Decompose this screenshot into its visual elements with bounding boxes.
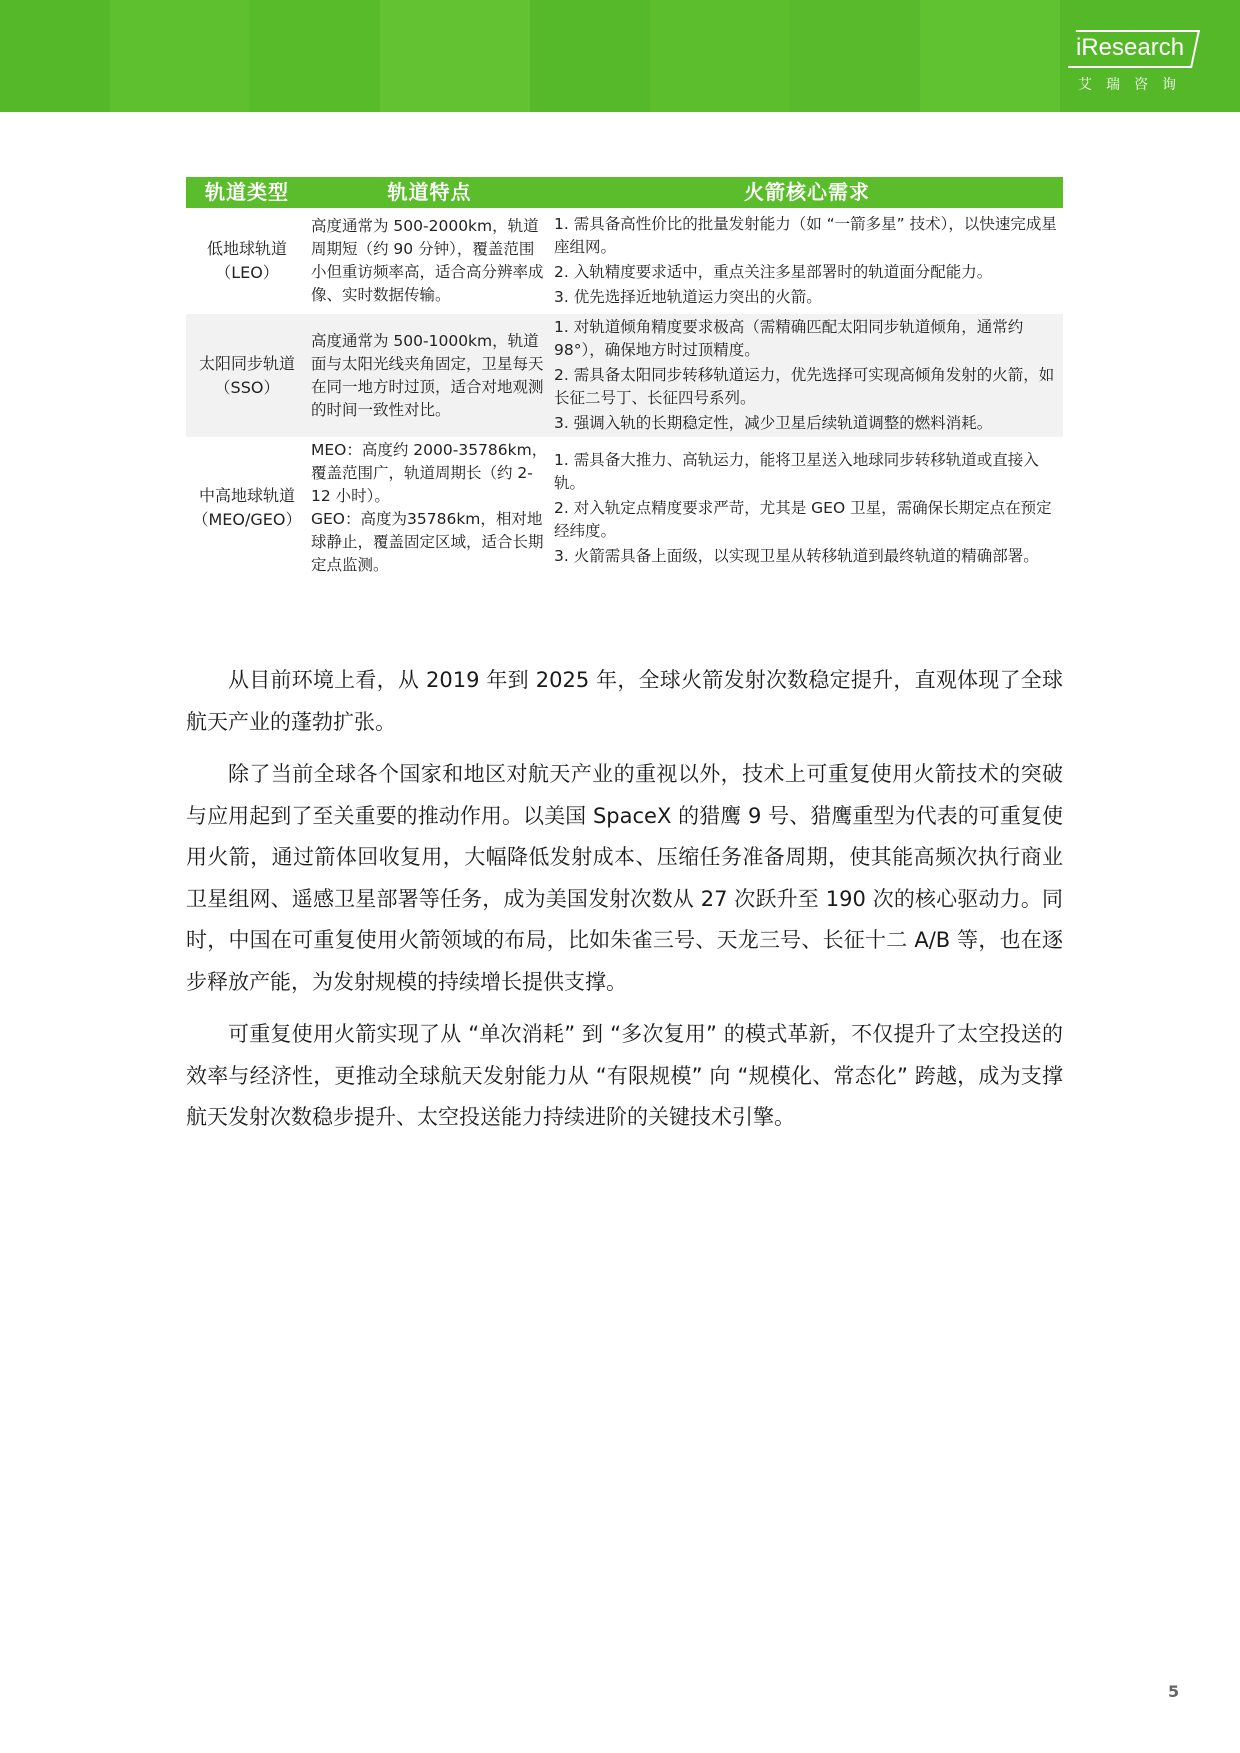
orbit-type-cell xyxy=(186,208,308,314)
header-panel xyxy=(530,0,650,112)
column-header-orbit-type: 轨道类型 xyxy=(186,177,308,208)
body-text xyxy=(186,660,1063,1150)
logo-text: iResearch xyxy=(1076,34,1185,61)
orbit-feature-line: GEO：高度为35786km，相对地球静止，覆盖固定区域，适合长期定点监测。 xyxy=(311,510,544,574)
header-panel xyxy=(790,0,920,112)
orbit-requirements-table xyxy=(186,177,1063,579)
requirement-item: 3. 优先选择近地轨道运力突出的火箭。 xyxy=(554,288,822,306)
orbit-type-name: 太阳同步轨道 xyxy=(198,353,295,373)
orbit-type-cell xyxy=(186,314,308,437)
table-header-row xyxy=(186,177,1063,208)
requirement-item: 1. 需具备大推力、高轨运力，能将卫星送入地球同步转移轨道或直接入轨。 xyxy=(554,450,1039,492)
page-header xyxy=(0,0,1240,112)
orbit-type-cell xyxy=(186,437,308,579)
requirement-item: 1. 对轨道倾角精度要求极高（需精确匹配太阳同步轨道倾角，通常约 98°），确保地方时过顶精度。 xyxy=(554,318,1024,359)
column-header-orbit-features: 轨道特点 xyxy=(308,177,551,208)
orbit-type-name: 低地球轨道 xyxy=(206,239,287,258)
rocket-requirements-cell xyxy=(551,208,1063,314)
paragraph: 除了当前全球各个国家和地区对航天产业的重视以外，技术上可重复使用火箭技术的突破与应用起到了至关重要的推动作用。以美国 SpaceX 的猎鹰 9 号、猎鹰重型为代表的可重复使用火箭，通过箭体回收复用，大幅降低发射成本、压缩任务准备周期，使其能高频次执行商业卫星组网、遥感卫星部署等任务，成为美国发射次数从 27 次跃升至 190 次的核心驱动力。同时，中国在可重复使用火箭领域的布局，比如朱雀三号、天龙三号、长征十二 A/B 等，也在逐步释放产能，为发射规模的持续增长提供支撑。 xyxy=(186,762,1063,994)
orbit-type-abbr: （LEO） xyxy=(215,263,279,282)
requirement-item: 3. 火箭需具备上面级，以实现卫星从转移轨道到最终轨道的精确部署。 xyxy=(554,546,1039,565)
column-header-rocket-requirements: 火箭核心需求 xyxy=(551,177,1063,208)
orbit-features-cell: 高度通常为 500-1000km，轨道面与太阳光线夹角固定，卫星每天在同一地方时过顶，适合对地观测的时间一致性对比。 xyxy=(308,314,551,437)
header-panel xyxy=(920,0,1060,112)
orbit-features-cell xyxy=(308,437,551,579)
header-panel xyxy=(380,0,530,112)
header-panel xyxy=(0,0,110,112)
table-row xyxy=(186,437,1063,579)
logo-subtitle: 艾瑞咨询 xyxy=(1078,77,1190,93)
requirement-item: 1. 需具备高性价比的批量发射能力（如 “一箭多星” 技术），以快速完成星座组网。 xyxy=(554,215,1057,256)
page-number: 5 xyxy=(1168,1682,1180,1701)
rocket-requirements-cell xyxy=(551,314,1063,437)
requirement-item: 2. 对入轨定点精度要求严苛，尤其是 GEO 卫星，需确保长期定点在预定经纬度。 xyxy=(554,498,1052,540)
requirement-item: 2. 需具备太阳同步转移轨道运力，优先选择可实现高倾角发射的火箭，如长征二号丁、长征四号系列。 xyxy=(554,366,1055,407)
orbit-features-cell: 高度通常为 500-2000km，轨道周期短（约 90 分钟），覆盖范围小但重访频率高，适合高分辨率成像、实时数据传输。 xyxy=(311,217,544,304)
requirement-item: 2. 入轨精度要求适中，重点关注多星部署时的轨道面分配能力。 xyxy=(554,263,993,281)
orbit-type-abbr: （SSO） xyxy=(214,377,280,397)
orbit-feature-line: MEO：高度约 2000-35786km，覆盖范围广，轨道周期长（约 2-12 小时）。 xyxy=(311,441,548,505)
iresearch-logo xyxy=(1072,30,1202,94)
header-panel xyxy=(250,0,380,112)
header-panel xyxy=(650,0,790,112)
paragraph: 可重复使用火箭实现了从 “单次消耗” 到 “多次复用” 的模式革新，不仅提升了太空投送的效率与经济性，更推动全球航天发射能力从 “有限规模” 向 “规模化、常态化” 跨越，成为支撑航天发射次数稳步提升、太空投送能力持续进阶的关键技术引擎。 xyxy=(186,1022,1063,1129)
orbit-type-name: 中高地球轨道 xyxy=(198,486,295,505)
paragraph: 从目前环境上看，从 2019 年到 2025 年，全球火箭发射次数稳定提升，直观体现了全球航天产业的蓬勃扩张。 xyxy=(186,668,1063,734)
header-panel xyxy=(110,0,250,112)
table-row xyxy=(186,314,1063,437)
table-row xyxy=(186,208,1063,314)
rocket-requirements-cell xyxy=(551,437,1063,579)
requirement-item: 3. 强调入轨的长期稳定性，减少卫星后续轨道调整的燃料消耗。 xyxy=(554,414,993,432)
orbit-type-abbr: （MEO/GEO） xyxy=(192,510,302,529)
